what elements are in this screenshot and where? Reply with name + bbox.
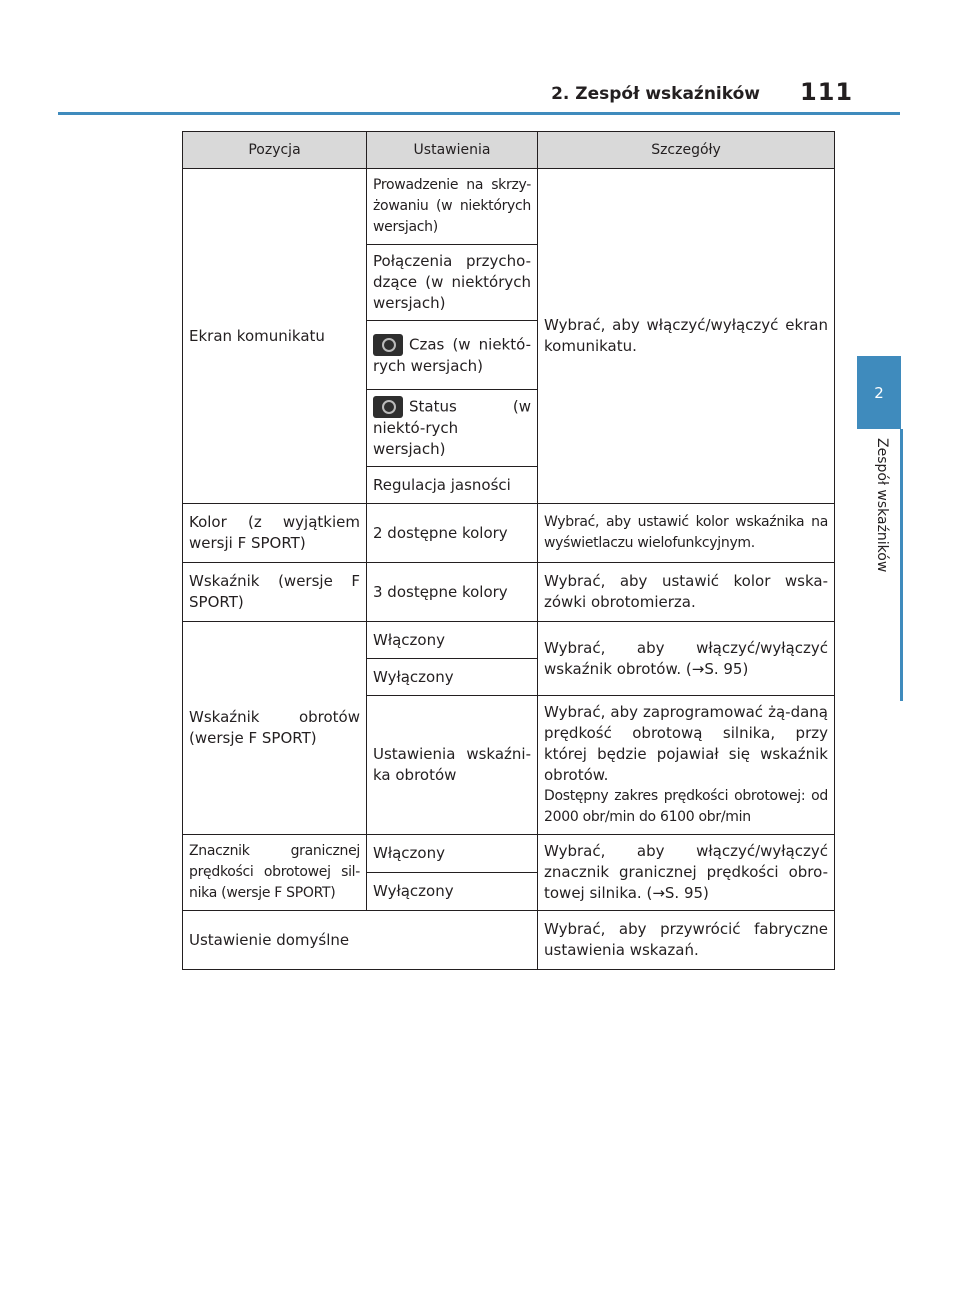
header-title: 2. Zespół wskaźników	[551, 84, 760, 104]
cell-pozycja: Kolor (z wyjątkiem wersji F SPORT)	[183, 504, 367, 563]
cell-szczegoly: Wybrać, aby przywrócić fabryczne ustawienia wskazań.	[538, 911, 835, 970]
cell-ustawienia: Wyłączony	[367, 873, 538, 911]
header-szczegoly: Szczegóły	[538, 132, 835, 169]
cell-szczegoly: Wybrać, aby włączyć/wyłączyć wskaźnik obrotów. (→S. 95)	[538, 622, 835, 696]
cell-pozycja: Wskaźnik (wersje F SPORT)	[183, 563, 367, 622]
cell-pozycja: Ustawienie domyślne	[183, 911, 538, 970]
cell-ustawienia: 3 dostępne kolory	[367, 563, 538, 622]
cell-pozycja: Znacznik granicznej prędkości obrotowej sil-nika (wersje F SPORT)	[183, 835, 367, 911]
table-row	[183, 622, 835, 659]
table-row	[183, 563, 835, 622]
chapter-number: 2	[874, 383, 884, 402]
cell-text: Czas (w niektó-rych wersjach)	[373, 335, 531, 375]
cell-ustawienia: Ustawienia wskaźni-ka obrotów	[367, 696, 538, 835]
cell-szczegoly: Wybrać, aby ustawić kolor wska-zówki obrotomierza.	[538, 563, 835, 622]
table-header-row	[183, 132, 835, 169]
cell-szczegoly	[538, 696, 835, 835]
cell-ustawienia: Włączony	[367, 622, 538, 659]
settings-table	[182, 131, 835, 970]
display-icon	[373, 334, 403, 356]
page-number: 111	[800, 78, 854, 106]
cell-szczegoly: Wybrać, aby włączyć/wyłączyć znacznik granicznej prędkości obro-towej silnika. (→S. 95)	[538, 835, 835, 911]
display-icon	[373, 396, 403, 418]
cell-pozycja: Wskaźnik obrotów (wersje F SPORT)	[183, 622, 367, 835]
cell-ustawienia: 2 dostępne kolory	[367, 504, 538, 563]
header-ustawienia: Ustawienia	[367, 132, 538, 169]
table-row	[183, 504, 835, 563]
header-pozycja: Pozycja	[183, 132, 367, 169]
cell-ustawienia: Włączony	[367, 835, 538, 873]
chapter-label: Zespół wskaźników	[874, 438, 890, 573]
table-row	[183, 911, 835, 970]
cell-ustawienia: Połączenia przycho-dzące (w niektórych wersjach)	[367, 245, 538, 321]
chapter-tab	[857, 356, 901, 429]
cell-ustawienia: Regulacja jasności	[367, 467, 538, 504]
cell-ustawienia	[367, 321, 538, 390]
cell-ustawienia: Wyłączony	[367, 659, 538, 696]
table-row	[183, 169, 835, 245]
cell-ustawienia: Prowadzenie na skrzy-żowaniu (w niektórych wersjach)	[367, 169, 538, 245]
cell-szczegoly: Wybrać, aby włączyć/wyłączyć ekran komunikatu.	[538, 169, 835, 504]
cell-ustawienia	[367, 390, 538, 467]
cell-szczegoly: Wybrać, aby ustawić kolor wskaźnika na wyświetlaczu wielofunkcyjnym.	[538, 504, 835, 563]
table-row	[183, 835, 835, 873]
cell-text: Status (w niektó-rych wersjach)	[373, 397, 531, 458]
detail-text: Dostępny zakres prędkości obrotowej: od 2000 obr/min do 6100 obr/min	[544, 788, 828, 825]
detail-text: Wybrać, aby zaprogramować żą-daną prędkość obrotową silnika, przy której będzie pojawiał się wskaźnik obrotów.	[544, 703, 828, 784]
cell-pozycja: Ekran komunikatu	[183, 169, 367, 504]
header-rule	[58, 112, 900, 115]
chapter-tab-rule	[900, 429, 903, 701]
